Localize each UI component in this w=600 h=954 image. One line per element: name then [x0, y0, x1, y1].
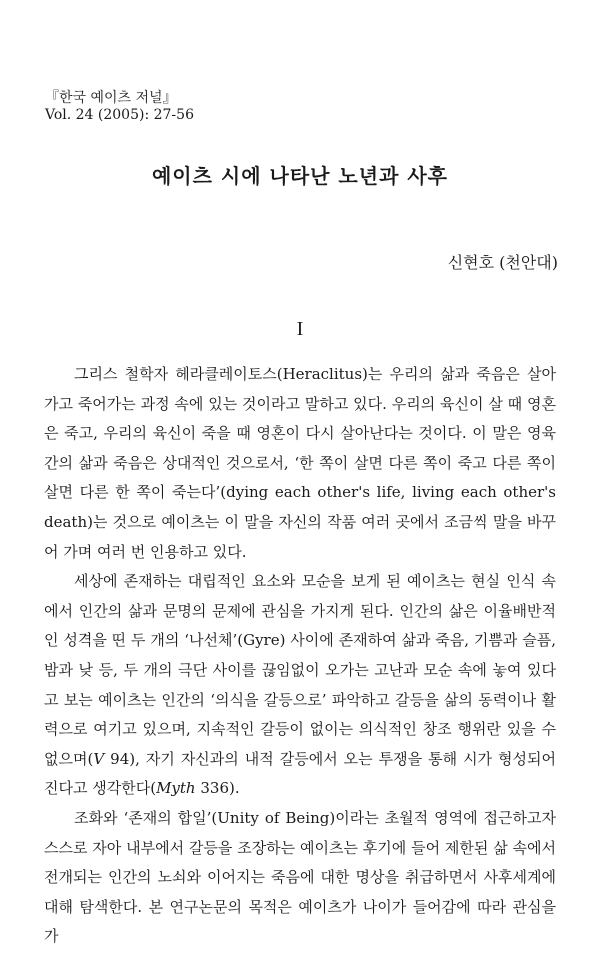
- paragraph-text: 그리스 철학자 헤라클레이토스(Heraclitus)는 우리의 삶과 죽음은 살아가고 죽어가는 과정 속에 있는 것이라고 말하고 있다. 우리의 육신이 살 때 영혼은 죽고, 우리의 육신이 죽을 때 영혼이 다시 살아난다는 것이다. 이 말은 영육간의 삶과 죽음은 상대적인 것으로서, ‘한 쪽이 살면 다른 쪽이 죽고 다른 쪽이 살면 다른 한 쪽이 죽는다’(dying each other's life, living each other's death)는 것으로 예이츠는 이 말을 자신의 작품 여러 곳에서 조금씩 말을 바꾸어 가며 여러 번 인용하고 있다.: [44, 365, 556, 561]
- paragraph-text: 94), 자기 자신과의 내적 갈등에서 오는 투쟁을 통해 시가 형성되어진다고 생각한다(: [44, 749, 556, 798]
- paragraph: [44, 360, 556, 567]
- citation-title: Myth: [156, 779, 196, 798]
- section-heading: I: [296, 318, 304, 340]
- journal-name: 『한국 예이츠 저널』: [45, 90, 177, 106]
- paragraph: [44, 804, 556, 952]
- author-affiliation: 신현호 (천안대): [447, 253, 558, 272]
- citation-title: V: [93, 749, 105, 768]
- article-title: 예이츠 시에 나타난 노년과 사후: [151, 164, 448, 188]
- paragraph: [44, 567, 556, 804]
- volume-info: Vol. 24 (2005): 27-56: [45, 107, 194, 123]
- paragraph-text: 336).: [195, 779, 240, 798]
- paragraph-text: 조화와 ‘존재의 합일’(Unity of Being)이라는 초월적 영역에 접근하고자 스스로 자아 내부에서 갈등을 조장하는 예이츠는 후기에 들어 제한된 삶 속에서 전개되는 인간의 노쇠와 이어지는 죽음에 대한 명상을 취급하면서 사후세계에 대해 탐색한다. 본 연구논문의 목적은 예이츠가 나이가 들어감에 따라 관심을 가: [44, 808, 556, 946]
- journal-header: [45, 90, 194, 124]
- article-body: [44, 360, 556, 952]
- paragraph-text: 세상에 존재하는 대립적인 요소와 모순을 보게 된 예이츠는 현실 인식 속에서 인간의 삶과 문명의 문제에 관심을 가지게 된다. 인간의 삶은 이율배반적인 성격을 띤 두 개의 ‘나선체’(Gyre) 사이에 존재하여 삶과 죽음, 기쁨과 슬픔, 밤과 낮 등, 두 개의 극단 사이를 끊임없이 오가는 고난과 모순 속에 놓여 있다고 보는 예이츠는 인간의 ‘의식을 갈등으로’ 파악하고 갈등을 삶의 동력이나 활력으로 여기고 있으며, 지속적인 갈등이 없이는 의식적인 창조 행위란 있을 수 없으며(: [44, 572, 556, 768]
